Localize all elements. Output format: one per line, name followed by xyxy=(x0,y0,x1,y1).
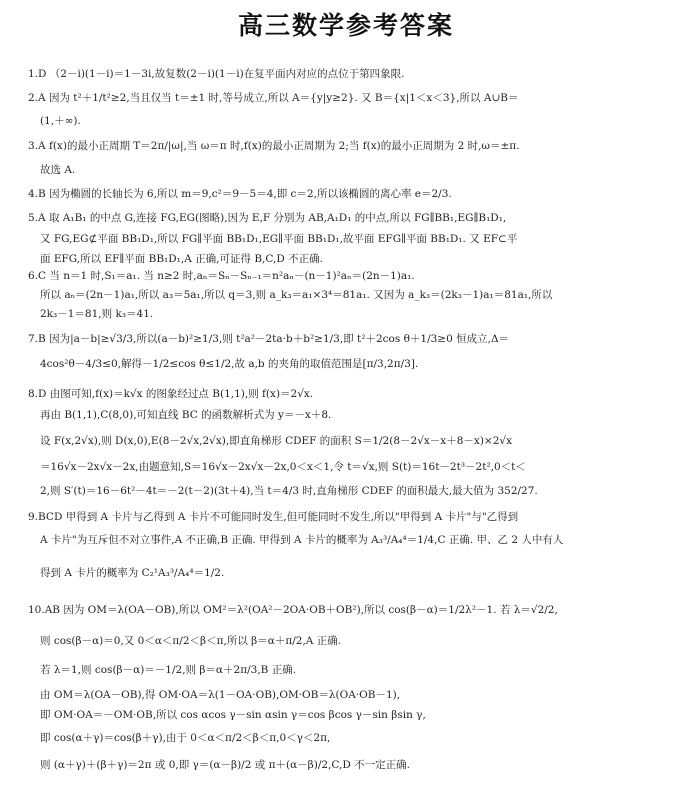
answer-6-cont-2: 2k₃－1＝81,则 k₃＝41. xyxy=(40,308,154,320)
answer-10-cont-6: 则 (α＋γ)＋(β＋γ)＝2π 或 0,即 γ＝(α－β)/2 或 π＋(α－β)/2,C,D 不一定正确. xyxy=(40,759,410,771)
answer-8: 8.D 由图可知,f(x)＝k√x 的图象经过点 B(1,1),则 f(x)＝2√x. xyxy=(28,388,314,400)
answer-1: 1.D （2－i)(1－i)＝1－3i,故复数(2－i)(1－i)在复平面内对应的点位于第四象限. xyxy=(28,68,405,80)
answer-5-cont-1: 又 FG,EG⊄平面 BB₁D₁,所以 FG∥平面 BB₁D₁,EG∥平面 BB₁D₁,故平面 EFG∥平面 BB₁D₁. 又 EF⊂平 xyxy=(40,233,518,245)
answer-2-cont: (1,＋∞). xyxy=(40,115,81,127)
answer-5-cont-2: 面 EFG,所以 EF∥平面 BB₁D₁,A 正确,可证得 B,C,D 不正确. xyxy=(40,253,323,265)
answer-4: 4.B 因为椭圆的长轴长为 6,所以 m＝9,c²＝9－5＝4,即 c＝2,所以该椭圆的离心率 e＝2/3. xyxy=(28,188,452,200)
answer-10-cont-5: 即 cos(α＋γ)＝cos(β＋γ),由于 0＜α＜π/2＜β＜π,0＜γ＜2π, xyxy=(40,732,331,744)
answer-8-cont-1: 再由 B(1,1),C(8,0),可知直线 BC 的函数解析式为 y＝－x＋8. xyxy=(40,409,332,421)
answer-10-cont-1: 则 cos(β－α)＝0,又 0＜α＜π/2＜β＜π,所以 β＝α＋π/2,A 正确. xyxy=(40,635,342,647)
answer-6-cont-1: 所以 aₙ＝(2n－1)a₁,所以 a₃＝5a₁,所以 q＝3,则 a_k₃＝a₁×3⁴＝81a₁. 又因为 a_k₃＝(2k₃－1)a₁＝81a₁,所以 xyxy=(40,289,553,301)
answer-7-cont: 4cos²θ－4/3≤0,解得－1/2≤cos θ≤1/2,故 a,b 的夹角的取值范围是[π/3,2π/3]. xyxy=(40,358,419,370)
answer-3: 3.A f(x)的最小正周期 T＝2π/|ω|,当 ω＝π 时,f(x)的最小正周期为 2;当 f(x)的最小正周期为 2 时,ω＝±π. xyxy=(28,140,520,152)
page-title: 高三数学参考答案 xyxy=(237,11,454,40)
answer-8-cont-4: 2,则 S′(t)＝16－6t²－4t＝－2(t－2)(3t＋4),当 t＝4/3 时,直角梯形 CDEF 的面积最大,最大值为 352/27. xyxy=(40,485,538,497)
answer-10-cont-2: 若 λ＝1,则 cos(β－α)＝－1/2,则 β＝α＋2π/3,B 正确. xyxy=(40,664,297,676)
answer-10: 10.AB 因为 OM＝λ(OA－OB),所以 OM²＝λ²(OA²－2OA·OB＋OB²),所以 cos(β－α)＝1/2λ²－1. 若 λ＝√2/2, xyxy=(28,604,558,616)
answer-9-cont-2: 得到 A 卡片的概率为 C₂¹A₃³/A₄⁴＝1/2. xyxy=(40,567,225,579)
answer-10-cont-3: 由 OM＝λ(OA－OB),得 OM·OA＝λ(1－OA·OB),OM·OB＝λ(OA·OB－1), xyxy=(40,689,401,701)
answer-5: 5.A 取 A₁B₁ 的中点 G,连接 FG,EG(图略),因为 E,F 分别为 AB,A₁D₁ 的中点,所以 FG∥BB₁,EG∥B₁D₁, xyxy=(28,212,507,224)
answer-7: 7.B 因为|a－b|≥√3/3,所以(a－b)²≥1/3,则 t²a²－2ta·b＋b²≥1/3,即 t²＋2cos θ＋1/3≥0 恒成立,Δ＝ xyxy=(28,333,510,345)
answer-3-cont: 故选 A. xyxy=(40,164,76,176)
answer-9-cont-1: A 卡片"为互斥但不对立事件,A 不正确,B 正确. 甲得到 A 卡片的概率为 A₃³/A₄⁴＝1/4,C 正确. 甲、乙 2 人中有人 xyxy=(40,534,564,546)
answer-6: 6.C 当 n＝1 时,S₁＝a₁. 当 n≥2 时,aₙ＝Sₙ－Sₙ₋₁＝n²aₙ－(n－1)²aₙ＝(2n－1)a₁. xyxy=(28,270,415,282)
answer-9: 9.BCD 甲得到 A 卡片与乙得到 A 卡片不可能同时发生,但可能同时不发生,所以"甲得到 A 卡片"与"乙得到 xyxy=(28,511,519,523)
answer-10-cont-4: 即 OM·OA＝－OM·OB,所以 cos αcos γ－sin αsin γ＝cos βcos γ－sin βsin γ, xyxy=(40,709,426,721)
answer-8-cont-2: 设 F(x,2√x),则 D(x,0),E(8－2√x,2√x),即直角梯形 CDEF 的面积 S＝1/2(8－2√x－x＋8－x)×2√x xyxy=(40,435,513,447)
answer-2: 2.A 因为 t²＋1/t²≥2,当且仅当 t＝±1 时,等号成立,所以 A＝{y|y≥2}. 又 B＝{x|1＜x＜3},所以 A∪B＝ xyxy=(28,92,519,104)
answer-8-cont-3: ＝16√x－2x√x－2x,由题意知,S＝16√x－2x√x－2x,0＜x＜1,令 t＝√x,则 S(t)＝16t－2t³－2t²,0＜t＜ xyxy=(40,461,526,473)
